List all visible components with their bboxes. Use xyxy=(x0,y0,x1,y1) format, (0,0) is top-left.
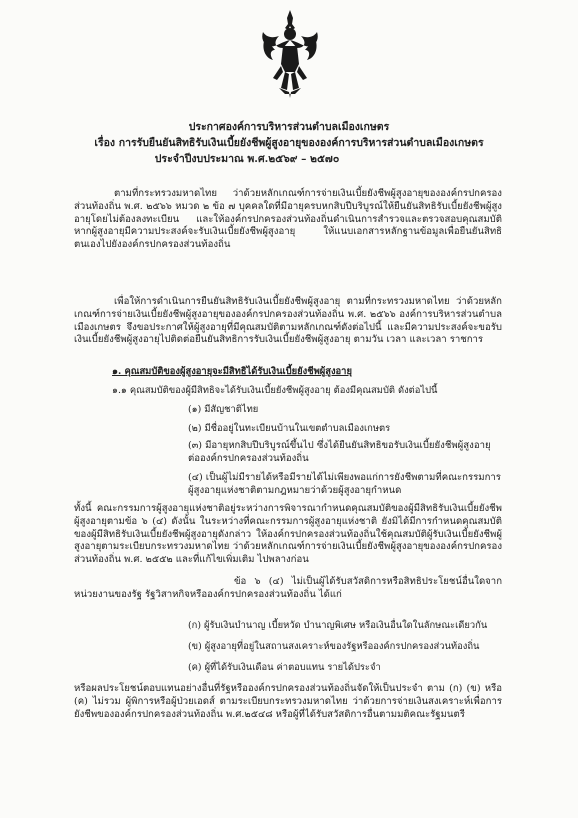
paragraph-intro: ตามที่กระทรวงมหาดไทย ว่าด้วยหลักเกณฑ์การจ่ายเงินเบี้ยยังชีพผู้สูงอายุขององค์กรปกครองส่วนท้องถิ่น พ.ศ. ๒๕๖๖ หมวด ๒ ข้อ ๗ บุคคลใดที่มีอายุครบหกสิบปีบริบูรณ์ให้ยืนยันสิทธิรับเบี้ยยังชีพผู้สูงอายุโดยไม่ต้องลงทะเบียน และให้องค์กรปกครองส่วนท้องถิ่นดำเนินการสำรวจและตรวจสอบคุณสมบัติ หากผู้สูงอายุมีความประสงค์จะรับเงินเบี้ยยังชีพผู้สูงอายุ ให้แนบเอกสารหลักฐานข้อมูลเพื่อยืนยันสิทธิตนเองไปยังองค์กรปกครองส่วนท้องถิ่น xyxy=(74,188,502,251)
paragraph-exclusions-detail: หรือผลประโยชน์ตอบแทนอย่างอื่นที่รัฐหรือองค์กรปกครองส่วนท้องถิ่นจัดให้เป็นประจำ ตาม (ก) (ข) หรือ (ค) ไม่รวม ผู้พิการหรือผู้ป่วยเอดส์ ตามระเบียบกระทรวงมหาดไทย ว่าด้วยการจ่ายเงินสงเคราะห์เพื่อการยังชีพขององค์กรปกครองส่วนท้องถิ่น พ.ศ.๒๕๔๘ หรือผู้ที่ได้รับสวัสดิการอื่นตามมติคณะรัฐมนตรี xyxy=(74,683,502,720)
exclusion-item: (ก) ผู้รับเงินบำนาญ เบี้ยหวัด บำนาญพิเศษ หรือเงินอื่นใดในลักษณะเดียวกัน xyxy=(188,620,488,631)
paragraph-committee-note: ทั้งนี้ คณะกรรมการผู้สูงอายุแห่งชาติอยู่ระหว่างการพิจารณากำหนดคุณสมบัติของผู้มีสิทธิรับเงินเบี้ยยังชีพผู้สูงอายุตามข้อ ๖ (๔) ดังนั้น ในระหว่างที่คณะกรรมการผู้สูงอายุแห่งชาติ ยังมิได้มีการกำหนดคุณสมบัติของผู้มีสิทธิรับเงินเบี้ยยังชีพผู้สูงอายุดังกล่าว ให้องค์กรปกครองส่วนท้องถิ่นใช้คุณสมบัติผู้รับเงินเบี้ยยังชีพผู้สูงอายุตามระเบียบกระทรวงมหาดไทย ว่าด้วยหลักเกณฑ์การจ่ายเงินเบี้ยยังชีพผู้สูงอายุขององค์กรปกครองส่วนท้องถิ่น พ.ศ. ๒๕๕๒ และที่แก้ไขเพิ่มเติม ไปพลางก่อน xyxy=(74,503,502,566)
subject-label: เรื่อง xyxy=(94,137,116,149)
paragraph-purpose: เพื่อให้การดำเนินการยืนยันสิทธิรับเงินเบี้ยยังชีพผู้สูงอายุ ตามที่กระทรวงมหาดไทย ว่าด้วยหลักเกณฑ์การจ่ายเงินเบี้ยยังชีพผู้สูงอายุขององค์กรปกครองส่วนท้องถิ่น พ.ศ. ๒๕๖๖ องค์การบริหารส่วนตำบลเมืองเกษตร จึงขอประกาศให้ผู้สูงอายุที่มีคุณสมบัติตามหลักเกณฑ์ดังต่อไปนี้ และมีความประสงค์จะขอรับเงินเบี้ยยังชีพผู้สูงอายุไปติดต่อยืนยันสิทธิการรับเงินเบี้ยยังชีพผู้สูงอายุ ตามวัน เวลา และเวลา ราชการ xyxy=(74,296,502,346)
garuda-emblem-icon xyxy=(259,8,321,100)
paragraph-exclusions-intro: ข้อ ๖ (๔) ไม่เป็นผู้ได้รับสวัสดิการหรือสิทธิประโยชน์อื่นใดจากหน่วยงานของรัฐ รัฐวิสาหกิจหรือองค์กรปกครองส่วนท้องถิ่น ได้แก่ xyxy=(74,576,502,600)
section-1-1: ๑.๑ คุณสมบัติของผู้มีสิทธิจะได้รับเงินเบี้ยยังชีพผู้สูงอายุ ต้องมีคุณสมบัติ ดังต่อไปนี้ xyxy=(112,385,438,396)
criteria-item: (๑) มีสัญชาติไทย xyxy=(188,404,259,415)
subject-text: การรับยืนยันสิทธิรับเงินเบี้ยยังชีพผู้สูงอายุขององค์การบริหารส่วนตำบลเมืองเกษตร xyxy=(118,137,484,149)
announcement-title: ประกาศองค์การบริหารส่วนตำบลเมืองเกษตร xyxy=(188,121,390,133)
criteria-item: (๓) มีอายุหกสิบปีบริบูรณ์ขึ้นไป ซึ่งได้ยืนยันสิทธิขอรับเงินเบี้ยยังชีพผู้สูงอายุต่อองค์กรปกครองส่วนท้องถิ่น xyxy=(188,440,491,464)
criteria-item: (๒) มีชื่ออยู่ในทะเบียนบ้านในเขตตำบลเมืองเกษตร xyxy=(188,423,391,434)
fiscal-year: ประจำปีงบประมาณ พ.ศ.๒๕๖๙ – ๒๕๗๐ xyxy=(154,153,340,165)
announcement-subject xyxy=(0,134,578,151)
criteria-item: (๔) เป็นผู้ไม่มีรายได้หรือมีรายได้ไม่เพียงพอแก่การยังชีพตามที่คณะกรรมการผู้สูงอายุแห่งชาติตามกฎหมายว่าด้วยผู้สูงอายุกำหนด xyxy=(188,472,501,496)
exclusion-item: (ค) ผู้ที่ได้รับเงินเดือน ค่าตอบแทน รายได้ประจำ xyxy=(188,662,381,673)
section-1-heading: ๑. คุณสมบัติของผู้สูงอายุจะมีสิทธิได้รับเงินเบี้ยยังชีพผู้สูงอายุ xyxy=(112,366,352,377)
exclusion-item: (ข) ผู้สูงอายุที่อยู่ในสถานสงเคราะห์ของรัฐหรือองค์กรปกครองส่วนท้องถิ่น xyxy=(188,641,480,652)
